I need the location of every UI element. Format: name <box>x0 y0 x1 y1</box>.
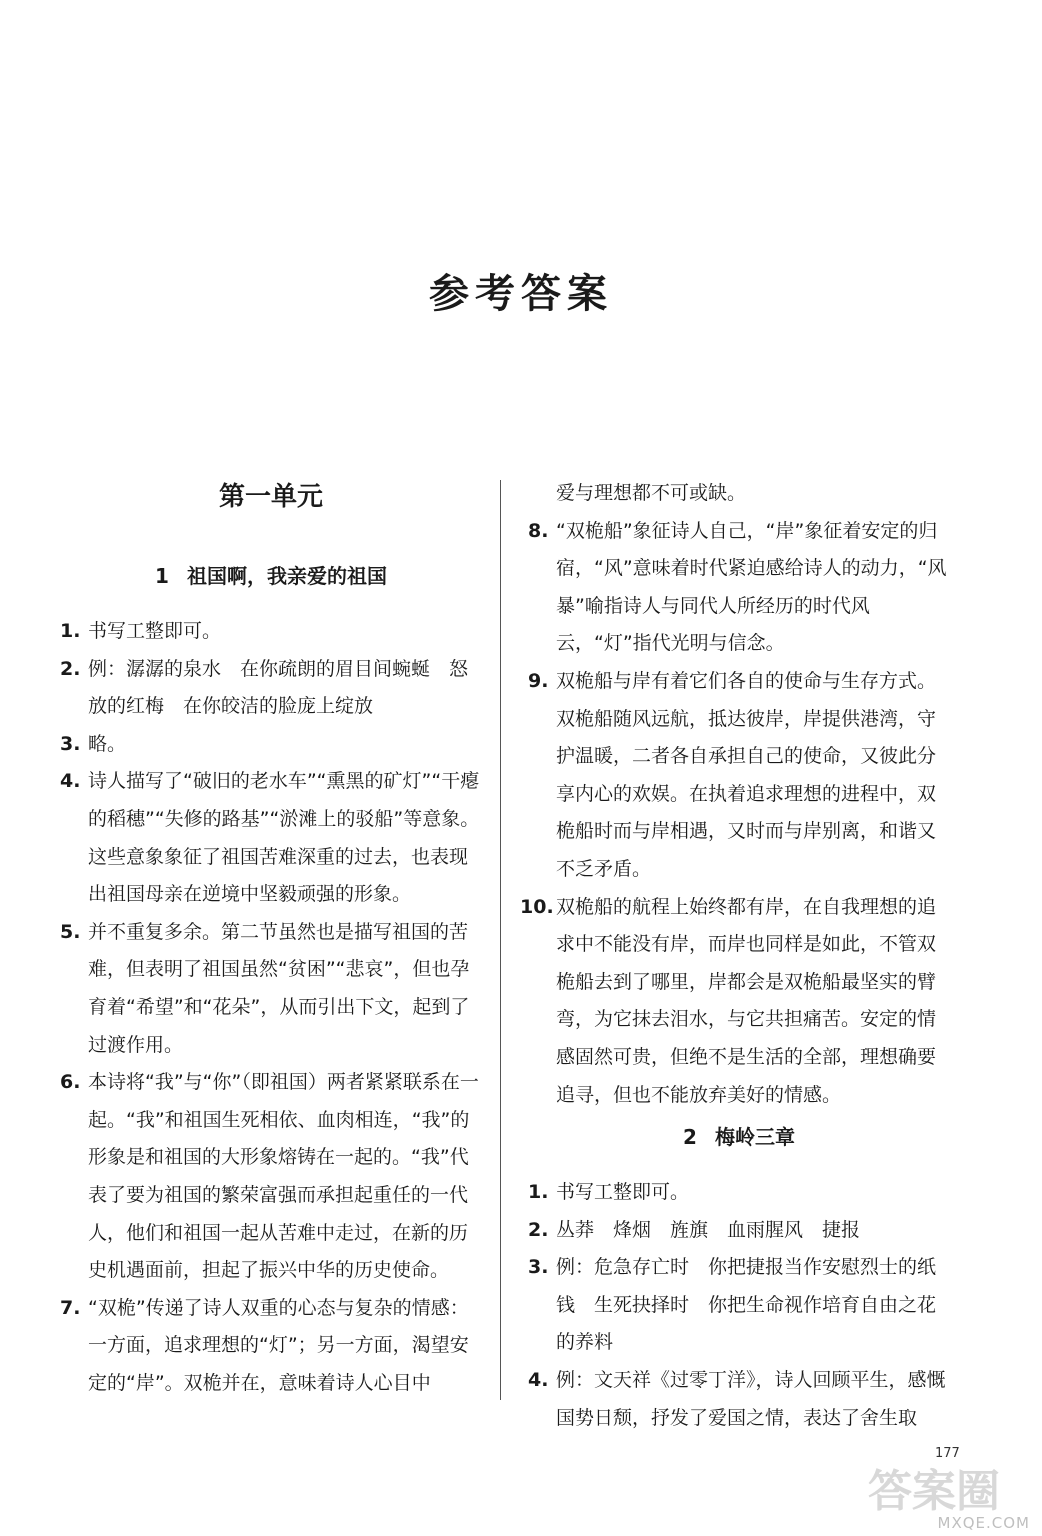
section-number: 1 <box>155 564 169 588</box>
answer-item: 8. “双桅船”象征诗人自己，“岸”象征着安定的归宿，“风”意味着时代紧迫感给诗人的动力，“风暴”喻指诗人与同代人所经历的时代风云，“灯”指代光明与信念。 <box>528 519 947 655</box>
answer-item: 7. “双桅”传递了诗人双重的心态与复杂的情感：一方面，追求理想的“灯”；另一方面，渴望安定的“岸”。双桅并在，意味着诗人心目中 <box>60 1296 469 1394</box>
unit-title: 第一单元 <box>218 482 323 512</box>
answer-continuation: 爱与理想都不可或缺。 <box>556 482 747 504</box>
section-number: 2 <box>683 1125 697 1150</box>
page-title: 参考答案 <box>429 271 613 317</box>
answer-item: 9. 双桅船与岸有着它们各自的使命与生存方式。双桅船随风远航，抵达彼岸，岸提供港湾，守护温暖，二者各自承担自己的使命，又彼此分享内心的欢娱。在执着追求理想的进程中，双桅船时而与岸相遇，又时而与岸别离，和谐又不乏矛盾。 <box>528 669 937 880</box>
watermark-logo <box>868 1466 1036 1534</box>
answer-item: 2. 例：潺潺的泉水 在你疏朗的眉目间蜿蜒 怒放的红梅 在你皎洁的脸庞上绽放 <box>60 657 469 718</box>
page-number: 177 <box>935 1446 960 1461</box>
watermark-url: MXQE.COM <box>937 1514 1030 1532</box>
answer-item: 2. 丛莽 烽烟 旌旗 血雨腥风 捷报 <box>528 1218 861 1241</box>
answer-item: 3. 例：危急存亡时 你把捷报当作安慰烈士的纸钱 生死抉择时 你把生命视作培育自由之花的养料 <box>528 1256 937 1354</box>
answer-item: 1. 书写工整即可。 <box>60 620 222 642</box>
section-title-2 <box>528 1122 950 1174</box>
section-title-text: 祖国啊，我亲爱的祖国 <box>186 564 387 588</box>
watermark-text: 答案圈 <box>868 1466 1000 1517</box>
right-column <box>520 475 950 1437</box>
section-title-text: 梅岭三章 <box>714 1125 795 1150</box>
answer-item: 3. 略。 <box>60 732 127 755</box>
answer-item: 6. 本诗将“我”与“你”（即祖国）两者紧紧联系在一起。“我”和祖国生死相依、血肉相连，“我”的形象是和祖国的大形象熔铸在一起的。“我”代表了要为祖国的繁荣富强而承担起重任的一代人，他们和祖国一起从苦难中走过，在新的历史机遇面前，担起了振兴中华的历史使命。 <box>60 1071 479 1282</box>
answer-item: 5. 并不重复多余。第二节虽然也是描写祖国的苦难，但表明了祖国虽然“贫困”“悲哀”，但也孕育着“希望”和“花朵”，从而引出下文，起到了过渡作用。 <box>60 920 470 1056</box>
answer-item: 4. 诗人描写了“破旧的老水车”“熏黑的矿灯”“干瘪的稻穗”“失修的路基”“淤滩上的驳船”等意象。这些意象象征了祖国苦难深重的过去，也表现出祖国母亲在逆境中坚毅顽强的形象。 <box>60 770 480 906</box>
left-column <box>60 475 482 1402</box>
answer-item: 10. 双桅船的航程上始终都有岸，在自我理想的追求中不能没有岸，而岸也同样是如此，不管双桅船去到了哪里，岸都会是双桅船最坚实的臂弯，为它抹去泪水，与它共担痛苦。安定的情感固然可贵，但绝不是生活的全部，理想确要追寻，但也不能放弃美好的情感。 <box>520 895 937 1106</box>
section-title-1 <box>60 561 482 613</box>
answer-item: 1. 书写工整即可。 <box>528 1181 690 1204</box>
column-divider <box>500 480 501 1400</box>
answer-item: 4. 例：文天祥《过零丁洋》，诗人回顾平生，感慨国势日颓，抒发了爱国之情，表达了舍生取 <box>528 1369 946 1429</box>
